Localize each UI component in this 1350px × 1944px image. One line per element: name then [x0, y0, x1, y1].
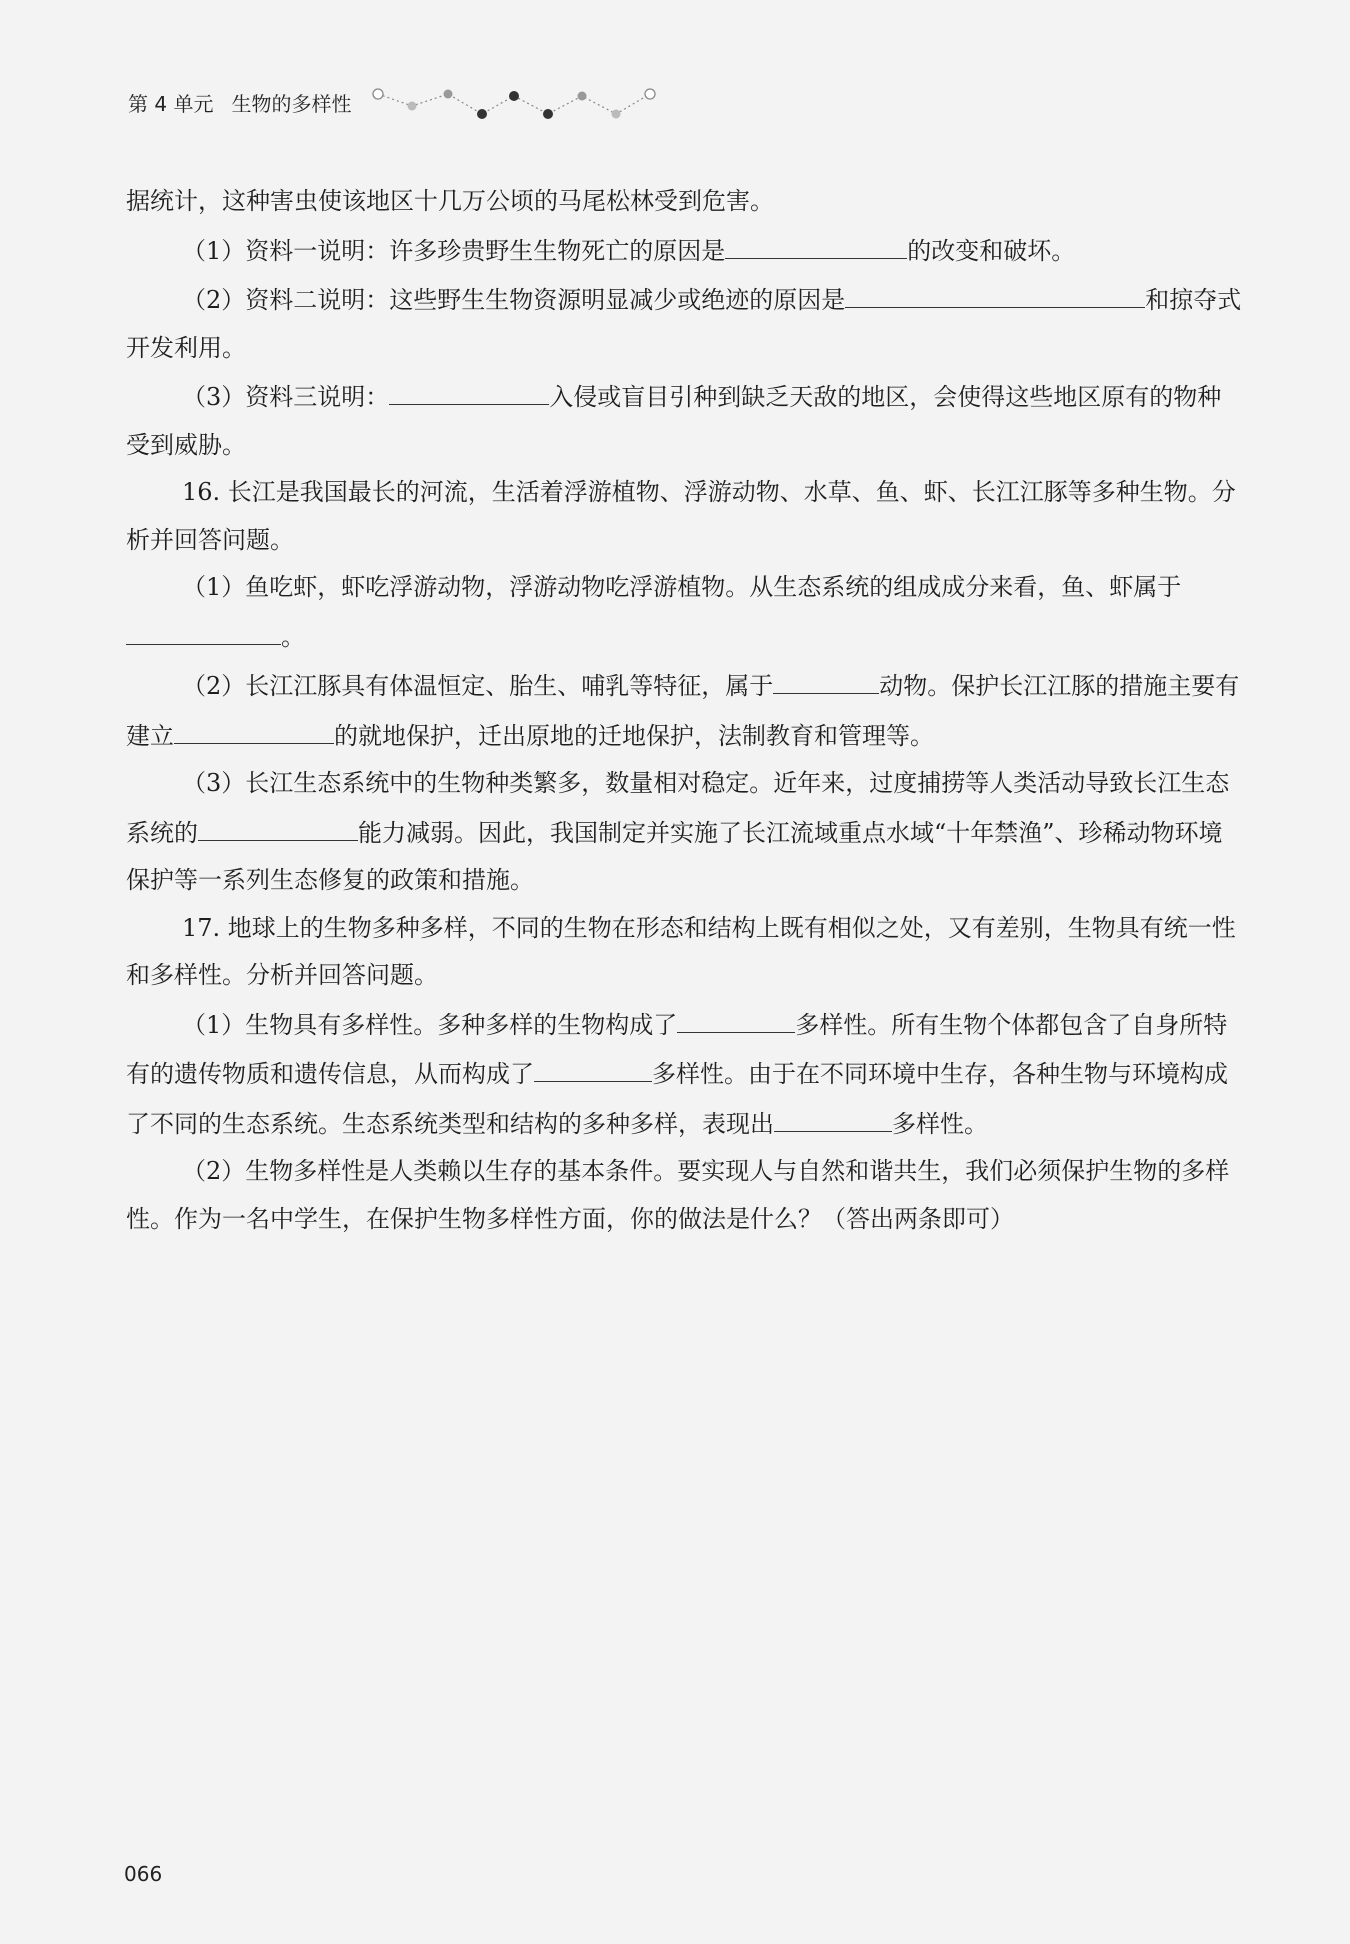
page-number: 066	[124, 1862, 163, 1886]
q15-sub3	[126, 372, 1244, 469]
answer-blank[interactable]	[126, 612, 281, 645]
answer-blank[interactable]	[774, 1099, 892, 1132]
deco-dot	[373, 89, 383, 99]
unit-label: 第 4 单元	[128, 92, 214, 116]
q17-sub1-text-a: （1）生物具有多样性。多种多样的生物构成了	[182, 1010, 678, 1039]
q16-sub2-text-a: （2）长江江豚具有体温恒定、胎生、哺乳等特征，属于	[182, 672, 774, 700]
q16-sub3	[126, 760, 1244, 905]
answer-blank[interactable]	[198, 808, 358, 841]
deco-dot	[444, 90, 453, 99]
q17-sub1-text-c: 多样性。由于在不同环境中生存，各种生物与环境构成了不同的生态系统。生态系统类型和结构的多种多样，表现出	[126, 1060, 1228, 1138]
q16-sub2-text-b: 动物。保护长江江豚的措施主要有建立	[126, 672, 1240, 750]
q16-stem: 16. 长江是我国最长的河流，生活着浮游植物、浮游动物、水草、鱼、虾、长江江豚等多种生物。分析并回答问题。	[126, 478, 1236, 554]
deco-dot	[578, 92, 587, 101]
answer-blank[interactable]	[534, 1049, 652, 1082]
q15-sub2-text-end: 和掠夺式开发利用。	[126, 286, 1242, 362]
answer-blank[interactable]	[845, 275, 1145, 308]
unit-title: 生物的多样性	[231, 92, 352, 116]
q17-sub1-text-b: 多样性。所有生物个体都包含了自身所特有的遗传物质和遗传信息，从而构成了	[126, 1010, 1228, 1088]
q15-sub3-text-end: 入侵或盲目引种到缺乏天敌的地区，会使得这些地区原有的物种受到威胁。	[126, 383, 1222, 459]
q15-sub3-text: （3）资料三说明：	[182, 383, 390, 411]
q15-sub2	[126, 275, 1244, 372]
q15-sub1-text: （1）资料一说明：许多珍贵野生生物死亡的原因是	[182, 236, 726, 265]
q17-sub2: （2）生物多样性是人类赖以生存的基本条件。要实现人与自然和谐共生，我们必须保护生物的多样性。作为一名中学生，在保护生物多样性方面，你的做法是什么？（答出两条即可）	[126, 1157, 1230, 1233]
deco-dot	[509, 91, 519, 101]
deco-dot	[612, 110, 621, 119]
q16-sub3-text: （3）长江生态系统中的生物种类繁多，数量相对稳定。近年来，过度捕捞等人类活动导致长江生态系统的	[126, 769, 1230, 847]
worksheet-content	[126, 178, 1244, 1243]
deco-dot	[408, 102, 417, 111]
q17-sub1-text-d: 多样性。	[892, 1109, 988, 1138]
page-header	[128, 88, 351, 117]
deco-dot	[477, 109, 487, 119]
q16-sub1-text: （1）鱼吃虾，虾吃浮游动物，浮游动物吃浮游植物。从生态系统的组成成分来看，鱼、虾属于	[182, 573, 1182, 601]
q17-stem: 17. 地球上的生物多种多样，不同的生物在形态和结构上既有相似之处，又有差别，生物具有统一性和多样性。分析并回答问题。	[126, 913, 1236, 989]
answer-blank[interactable]	[677, 1000, 795, 1033]
q15-sub1	[126, 226, 1244, 276]
answer-blank[interactable]	[773, 661, 879, 694]
header-dot-ornament	[372, 84, 662, 124]
q16-sub2	[126, 661, 1244, 760]
deco-dot	[543, 109, 553, 119]
answer-blank[interactable]	[725, 226, 907, 259]
q15-sub1-text-end: 的改变和破坏。	[907, 236, 1076, 265]
q15-sub2-text: （2）资料二说明：这些野生生物资源明显减少或绝迹的原因是	[182, 286, 846, 314]
q16-sub3-text-end: 能力减弱。因此，我国制定并实施了长江流域重点水域“十年禁渔”、珍稀动物环境保护等一系列生态修复的政策和措施。	[126, 818, 1223, 894]
answer-blank[interactable]	[174, 711, 334, 744]
continuation-text: 据统计，这种害虫使该地区十几万公顷的马尾松林受到危害。	[126, 187, 774, 215]
deco-dot	[645, 89, 655, 99]
q17-sub1	[126, 1000, 1244, 1149]
q16-sub1-text-end: 。	[281, 622, 305, 651]
q16-sub2-text-c: 的就地保护，迁出原地的迁地保护，法制教育和管理等。	[334, 721, 934, 750]
q16-sub1	[126, 564, 1244, 661]
answer-blank[interactable]	[389, 372, 549, 405]
